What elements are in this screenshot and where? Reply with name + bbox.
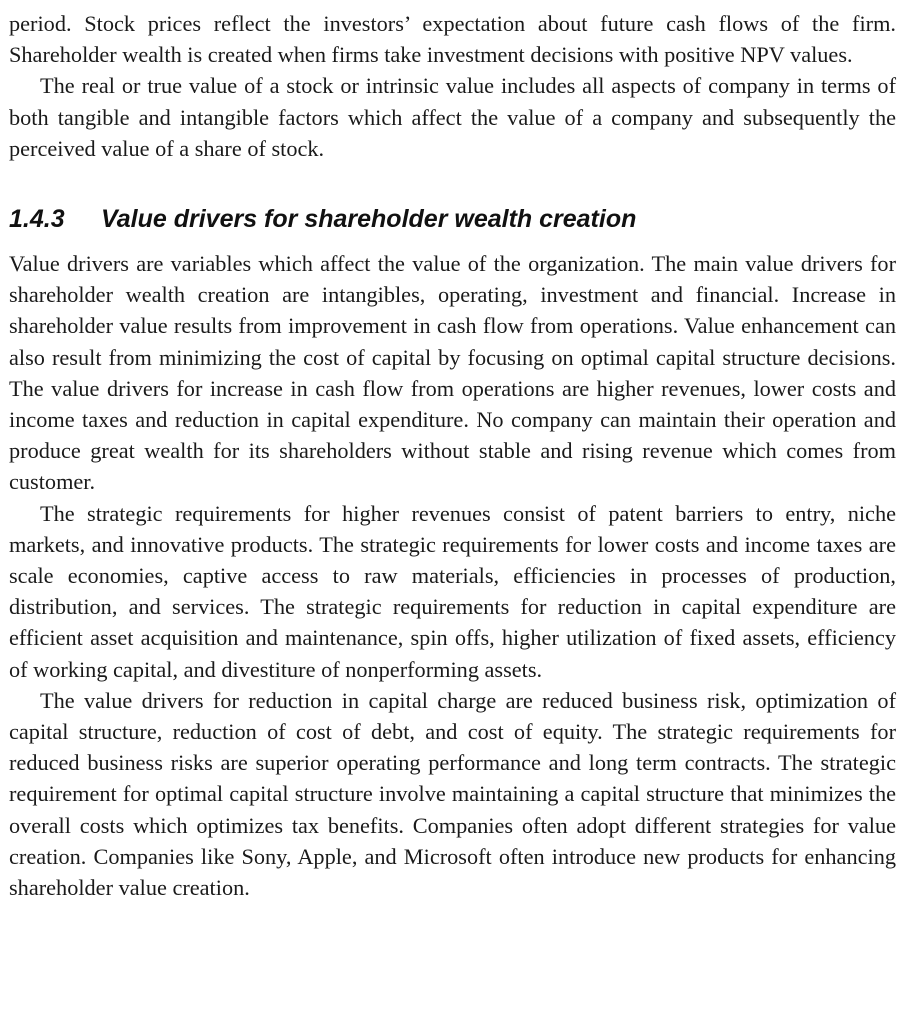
document-page [9, 8, 896, 903]
section-title: Value drivers for shareholder wealth creation [101, 205, 637, 234]
body-paragraph-2: The strategic requirements for higher revenues consist of patent barriers to entry, niche markets, and innovative products. The strategic requirements for lower costs and income taxes are scale economies, captive access to raw materials, efficiencies in processes of production, distribution, and services. The strategic requirements for reduction in capital expenditure are efficient asset acquisition and maintenance, spin offs, higher utilization of fixed assets, efficiency of working capital, and divestiture of nonperforming assets. [9, 500, 896, 682]
section-number: 1.4.3 [9, 205, 65, 234]
body-paragraph-1: Value drivers are variables which affect the value of the organization. The main value drivers for shareholder wealth creation are intangibles, operating, investment and financial. Increase in shareholder value results from improvement in cash flow from operations. Value enhancement can also result from minimizing the cost of capital by focusing on optimal capital structure decisions. The value drivers for increase in cash flow from operations are higher revenues, lower costs and income taxes and reduction in capital expenditure. No company can maintain their operation and produce great wealth for its shareholders without stable and rising revenue which comes from customer. [9, 251, 896, 495]
intro-paragraph-1: period. Stock prices reflect the investors’ expectation about future cash flows of the firm. Shareholder wealth is created when firms take investment decisions with positive NPV values. [9, 11, 896, 68]
intro-paragraph-2: The real or true value of a stock or intrinsic value includes all aspects of company in terms of both tangible and intangible factors which affect the value of a company and subsequently the perceived value of a share of stock. [9, 73, 896, 161]
body-paragraph-3: The value drivers for reduction in capital charge are reduced business risk, optimization of capital structure, reduction of cost of debt, and cost of equity. The strategic requirements for reduced business risks are superior operating performance and long term contracts. The strategic requirement for optimal capital structure involve maintaining a capital structure that minimizes the overall costs which optimizes tax benefits. Companies often adopt different strategies for value creation. Companies like Sony, Apple, and Microsoft often introduce new products for enhancing shareholder value creation. [9, 687, 896, 901]
section-heading [9, 202, 896, 236]
